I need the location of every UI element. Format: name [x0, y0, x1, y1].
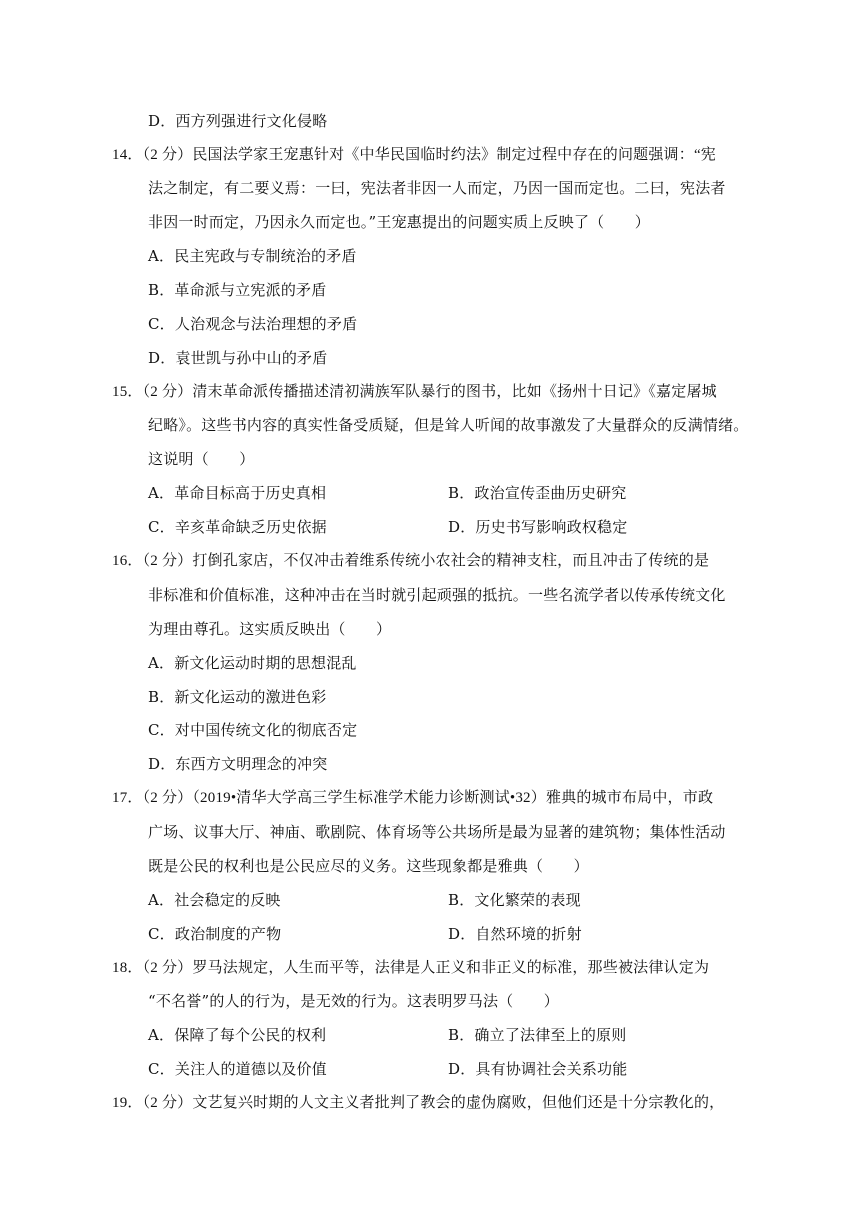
q16-option-d: D．东西方文明理念的冲突	[148, 755, 328, 773]
q18-option-a: A．保障了每个公民的权利	[148, 1026, 327, 1044]
q18-stem-line1: 18．（2 分）罗马法规定，人生而平等，法律是人正义和非正义的标准，那些被法律认定为	[112, 960, 710, 976]
q16-option-a: A．新文化运动时期的思想混乱	[148, 654, 357, 672]
q18-option-d: D．具有协调社会关系功能	[448, 1060, 628, 1078]
q14-option-c: C．人治观念与法治理想的矛盾	[148, 315, 358, 333]
q19-stem-line1: 19．（2 分）文艺复兴时期的人文主义者批判了教会的虚伪腐败，但他们还是十分宗教化的，	[112, 1095, 725, 1111]
q15-stem-line2: 纪略》。这些书内容的真实性备受质疑，但是耸人听闻的故事激发了大量群众的反满情绪。	[148, 416, 749, 434]
q16-option-b: B．新文化运动的激进色彩	[148, 688, 327, 706]
q17-stem-line2: 广场、议事大厅、神庙、歌剧院、体育场等公共场所是最为显著的建筑物；集体性活动	[148, 823, 726, 841]
q15-option-c: C．辛亥革命缺乏历史依据	[148, 518, 327, 536]
q16-stem-line2: 非标准和价值标准，这种冲击在当时就引起顽强的抵抗。一些名流学者以传承传统文化	[148, 586, 726, 604]
q14-stem-line1: 14．（2 分）民国法学家王宠惠针对《中华民国临时约法》制定过程中存在的问题强调：“宪	[112, 147, 717, 163]
q17-option-d: D．自然环境的折射	[448, 925, 582, 943]
q14-option-d: D．袁世凯与孙中山的矛盾	[148, 349, 328, 367]
q17-stem-line1: 17．（2 分）（2019•清华大学高三学生标准学术能力诊断测试•32）雅典的城市布局中，市政	[112, 790, 714, 806]
q15-option-a: A．革命目标高于历史真相	[148, 484, 327, 502]
q18-option-c: C．关注人的道德以及价值	[148, 1060, 327, 1078]
q17-option-b: B．文化繁荣的表现	[448, 891, 581, 909]
q14-option-b: B．革命派与立宪派的矛盾	[148, 281, 327, 299]
q15-stem-line3: 这说明（ ）	[148, 450, 255, 468]
q17-option-c: C．政治制度的产物	[148, 925, 282, 943]
q14-stem-line3: 非因一时而定，乃因永久而定也。”王宠惠提出的问题实质上反映了（ ）	[148, 213, 650, 231]
q16-option-c: C．对中国传统文化的彻底否定	[148, 721, 358, 739]
q15-option-b: B．政治宣传歪曲历史研究	[448, 484, 627, 502]
q18-option-b: B．确立了法律至上的原则	[448, 1026, 627, 1044]
q16-stem-line1: 16．（2 分）打倒孔家店，不仅冲击着维系传统小农社会的精神支柱，而且冲击了传统的是	[112, 553, 710, 569]
q15-option-d: D．历史书写影响政权稳定	[448, 518, 628, 536]
q13-option-d: D．西方列强进行文化侵略	[148, 112, 328, 130]
q18-stem-line2: “不名誉”的人的行为，是无效的行为。这表明罗马法（ ）	[148, 992, 559, 1010]
q15-stem-line1: 15．（2 分）清末革命派传播描述清初满族军队暴行的图书，比如《扬州十日记》《嘉定屠城	[112, 384, 717, 400]
q16-stem-line3: 为理由尊孔。这实质反映出（ ）	[148, 620, 392, 638]
q14-option-a: A．民主宪政与专制统治的矛盾	[148, 247, 357, 265]
q14-stem-line2: 法之制定，有二要义焉：一曰，宪法者非因一人而定，乃因一国而定也。二曰，宪法者	[148, 179, 726, 197]
q17-option-a: A．社会稳定的反映	[148, 891, 281, 909]
q17-stem-line3: 既是公民的权利也是公民应尽的义务。这些现象都是雅典（ ）	[148, 857, 589, 875]
